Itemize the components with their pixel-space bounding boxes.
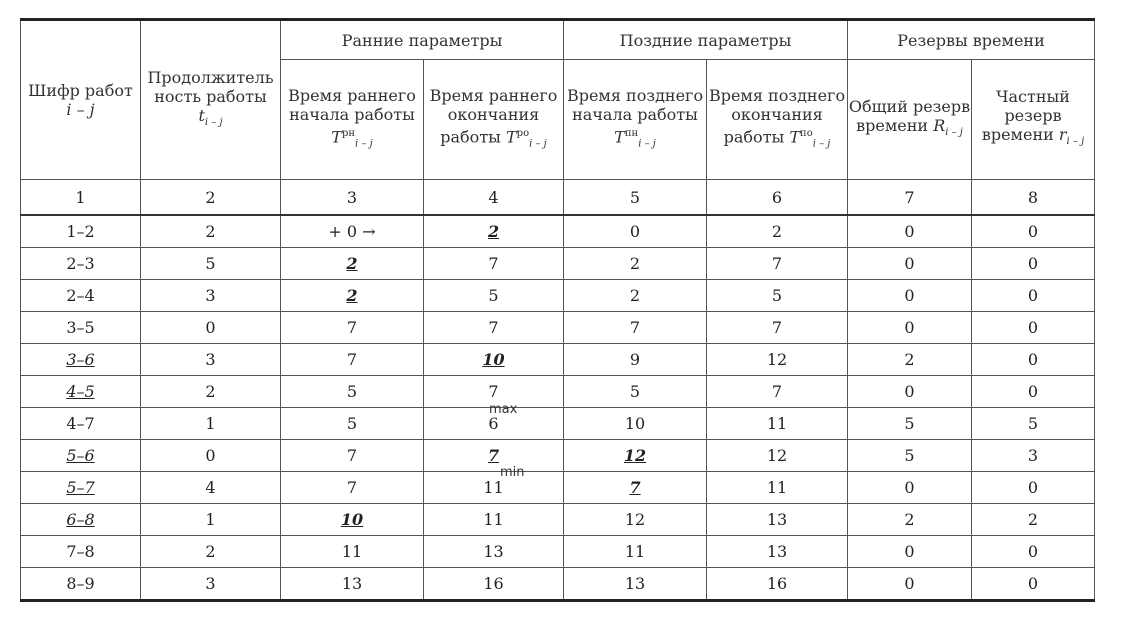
table-cell: 16 (424, 568, 564, 601)
table-cell: 7 (424, 312, 564, 344)
table-row (21, 248, 1095, 280)
header-time-reserves: Резервы времени (848, 20, 1095, 60)
table-cell: 2 (564, 248, 707, 280)
table-cell: 3–6 (21, 344, 141, 376)
table-cell: 12 (564, 504, 707, 536)
table-cell: 10 (424, 344, 564, 376)
table-cell: 0 (972, 248, 1095, 280)
table-cell: 2 (848, 344, 972, 376)
table-cell: 2 (564, 280, 707, 312)
column-number-row (21, 180, 1095, 216)
table-cell: 4–7 (21, 408, 141, 440)
table-cell: 5 (707, 280, 848, 312)
min-note: min (500, 465, 525, 480)
table-cell: 11 (564, 536, 707, 568)
table-row (21, 568, 1095, 601)
table-cell: 2–4 (21, 280, 141, 312)
table-cell: 13 (281, 568, 424, 601)
table-cell: 12 (707, 440, 848, 472)
table-cell: 0 (972, 376, 1095, 408)
table-cell: 7 (281, 472, 424, 504)
table-body (21, 215, 1095, 601)
table-cell: 7 (424, 248, 564, 280)
table-cell: 2 (141, 376, 281, 408)
table-cell: 0 (848, 312, 972, 344)
table-cell: 5–6 (21, 440, 141, 472)
table-cell: 7 (281, 440, 424, 472)
table-cell: 11 (424, 504, 564, 536)
table-cell: 3–5 (21, 312, 141, 344)
header-early-start: Время раннего начала работы $T^{рн}_{i - j}$ (281, 60, 424, 180)
max-note: max (489, 402, 518, 417)
table-row (21, 376, 1095, 408)
table-cell: 1 (141, 504, 281, 536)
table-row (21, 280, 1095, 312)
table-cell: 10 (281, 504, 424, 536)
table-cell: 7 (707, 312, 848, 344)
table-cell: 5 (424, 280, 564, 312)
table-cell: 0 (564, 215, 707, 248)
header-free-reserve: Частный резерв времени $r_{i - j}$ (972, 60, 1095, 180)
table-cell: 1–2 (21, 215, 141, 248)
table-cell: 2 (281, 280, 424, 312)
table-cell: 0 (848, 215, 972, 248)
table-cell: 0 (848, 568, 972, 601)
table-cell: 0 (972, 472, 1095, 504)
header-late-finish: Время позднего окончания работы $T^{по}_{i - j}$ (707, 60, 848, 180)
table-cell: 7 (424, 440, 564, 472)
table-cell: 5 (848, 440, 972, 472)
table-cell: 4–5 (21, 376, 141, 408)
table-cell: + 0 → (281, 215, 424, 248)
table-cell: 3 (141, 344, 281, 376)
table-cell: 5–7 (21, 472, 141, 504)
table-cell: 3 (972, 440, 1095, 472)
table-row (21, 440, 1095, 472)
table-cell: 11 (707, 408, 848, 440)
table-row (21, 312, 1095, 344)
table-cell: 4 (141, 472, 281, 504)
table-cell: 0 (848, 472, 972, 504)
table-cell: 9 (564, 344, 707, 376)
table-cell: 0 (972, 215, 1095, 248)
table-cell: 2 (848, 504, 972, 536)
header-duration: Продолжитель ность работы $t_{i - j}$ (141, 20, 281, 180)
table-cell: 7 (281, 344, 424, 376)
table-cell: 7 (564, 472, 707, 504)
network-schedule-table (20, 18, 1095, 602)
table-cell: 0 (972, 568, 1095, 601)
table-cell: 0 (848, 376, 972, 408)
table-cell: 16 (707, 568, 848, 601)
table-cell: 0 (972, 312, 1095, 344)
table-cell: 5 (564, 376, 707, 408)
table-row (21, 472, 1095, 504)
table-cell: 0 (972, 536, 1095, 568)
table-cell: 2 (281, 248, 424, 280)
table-cell: 2–3 (21, 248, 141, 280)
table-cell: 5 (281, 408, 424, 440)
table-cell: 6–8 (21, 504, 141, 536)
table-cell: 0 (141, 312, 281, 344)
table-cell: 5 (972, 408, 1095, 440)
table-row (21, 536, 1095, 568)
column-number: 7 (848, 180, 972, 216)
table-cell: 5 (281, 376, 424, 408)
table-cell: 3 (141, 280, 281, 312)
table-cell: 2 (424, 215, 564, 248)
table-row (21, 408, 1095, 440)
table-cell: 13 (424, 536, 564, 568)
table-row (21, 344, 1095, 376)
table-cell: 7 (281, 312, 424, 344)
column-number: 3 (281, 180, 424, 216)
column-number: 5 (564, 180, 707, 216)
header-late-start: Время позднего начала работы $T^{пн}_{i - j}$ (564, 60, 707, 180)
table-cell: 11 (281, 536, 424, 568)
table-cell: 2 (141, 215, 281, 248)
table-cell: 0 (972, 280, 1095, 312)
table-cell: 0 (972, 344, 1095, 376)
table-cell: 12 (564, 440, 707, 472)
header-job-code: Шифр работ i – j (21, 20, 141, 180)
table-cell: 13 (564, 568, 707, 601)
table-cell: 0 (848, 280, 972, 312)
header-early-params: Ранние параметры (281, 20, 564, 60)
column-number: 4 (424, 180, 564, 216)
column-number: 1 (21, 180, 141, 216)
table-cell: 7 (707, 376, 848, 408)
table-cell: 13 (707, 536, 848, 568)
table-row (21, 215, 1095, 248)
table-cell: 12 (707, 344, 848, 376)
table-cell: 2 (707, 215, 848, 248)
table-cell: 3 (141, 568, 281, 601)
table-cell: 6 (424, 408, 564, 440)
column-number: 6 (707, 180, 848, 216)
table-cell: 8–9 (21, 568, 141, 601)
table-cell: 0 (141, 440, 281, 472)
table-cell: 11 (707, 472, 848, 504)
table-cell: 7–8 (21, 536, 141, 568)
table-cell: 0 (848, 248, 972, 280)
table-cell: 11 (424, 472, 564, 504)
table-cell: 7 (564, 312, 707, 344)
table-cell: 7 (707, 248, 848, 280)
table-cell: 1 (141, 408, 281, 440)
table-cell: 7 (424, 376, 564, 408)
table-cell: 0 (848, 536, 972, 568)
header-late-params: Поздние параметры (564, 20, 848, 60)
table-row (21, 504, 1095, 536)
table-cell: 2 (972, 504, 1095, 536)
table-cell: 5 (848, 408, 972, 440)
column-number: 8 (972, 180, 1095, 216)
table-cell: 13 (707, 504, 848, 536)
table-cell: 10 (564, 408, 707, 440)
column-number: 2 (141, 180, 281, 216)
header-early-finish: Время раннего окончания работы $T^{ро}_{i - j}$ (424, 60, 564, 180)
table-cell: 2 (141, 536, 281, 568)
table-cell: 5 (141, 248, 281, 280)
header-total-reserve: Общий резерв времени $R_{i - j}$ (848, 60, 972, 180)
